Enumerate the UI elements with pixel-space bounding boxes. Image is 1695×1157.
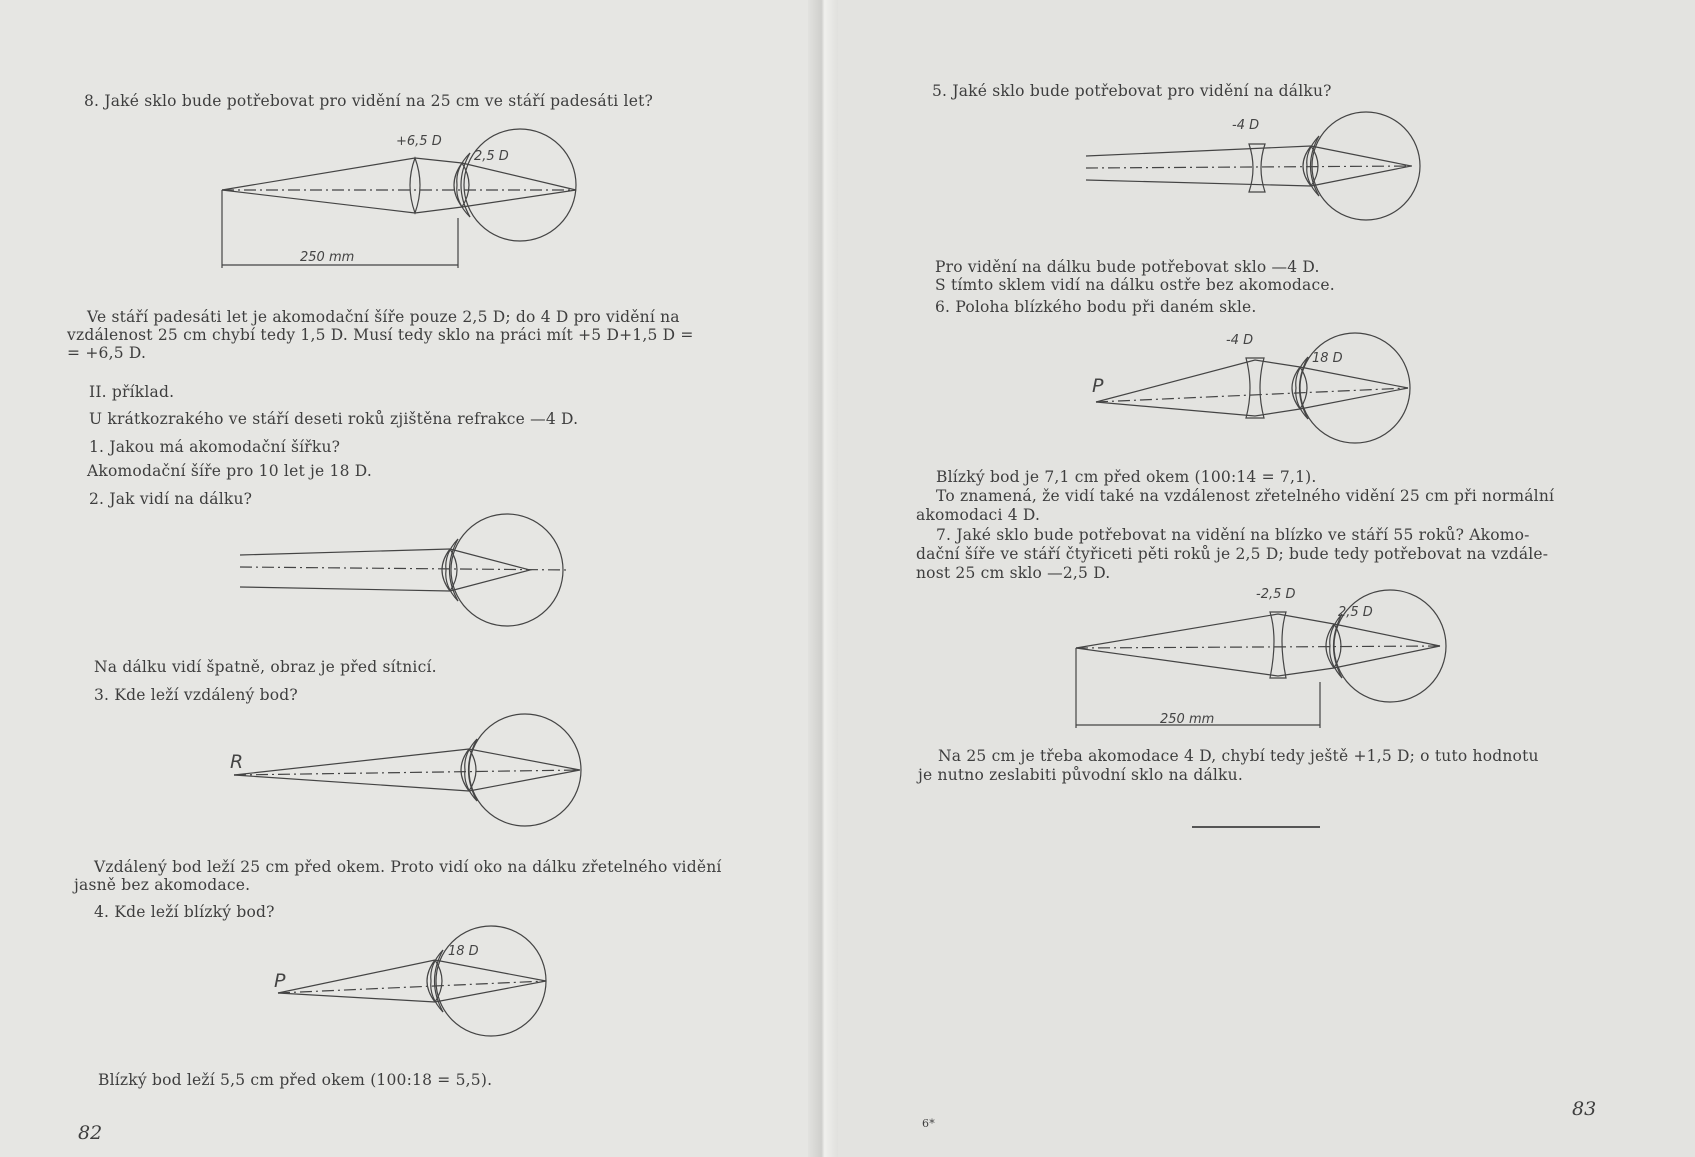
answer-2: Na dálku vidí špatně, obraz je před sítnicí. (94, 658, 437, 676)
page-number-right: 83 (1572, 1098, 1597, 1120)
figure-eye-convex-lens (200, 128, 590, 274)
figure-eye-near-point (260, 925, 580, 1040)
figure-eye-far-point (220, 712, 600, 830)
distance-label: 250 mm (300, 250, 355, 265)
answer-6-line: akomodaci 4 D. (916, 506, 1041, 524)
example-heading: II. příklad. (89, 383, 175, 401)
lens-label: -4 D (1226, 333, 1254, 348)
far-point-label: R (230, 751, 244, 773)
question-7-line: 7. Jaké sklo bude potřebovat na vidění na blízko ve stáří 55 roků? Akomo- (936, 526, 1530, 544)
answer-5-line: Pro vidění na dálku bude potřebovat sklo —4 D. (935, 258, 1320, 276)
signature-mark: 6* (922, 1117, 935, 1130)
near-point-label: P (1092, 375, 1104, 397)
accommodation-label: 18 D (1312, 351, 1343, 366)
paragraph-line: vzdálenost 25 cm chybí tedy 1,5 D. Musí tedy sklo na práci mít +5 D+1,5 D = (67, 326, 694, 344)
lens-label: -4 D (1232, 118, 1260, 133)
book-gutter (808, 0, 838, 1157)
example-text: U krátkozrakého ve stáří deseti roků zjištěna refrakce —4 D. (89, 410, 579, 428)
question-4: 4. Kde leží blízký bod? (94, 903, 275, 921)
question-8: 8. Jaké sklo bude potřebovat pro vidění na 25 cm ve stáří padesáti let? (84, 92, 654, 110)
paragraph-line: = +6,5 D. (67, 344, 147, 362)
answer-6-line: Blízký bod je 7,1 cm před okem (100:14 = 7,1). (936, 468, 1317, 486)
question-2: 2. Jak vidí na dálku? (89, 490, 253, 508)
answer-5-line: S tímto sklem vidí na dálku ostře bez akomodace. (935, 276, 1335, 294)
near-point-label: P (274, 970, 286, 992)
figure-eye-concave-250mm (1070, 586, 1450, 732)
answer-7-line: je nutno zeslabiti původní sklo na dálku. (918, 766, 1243, 784)
accommodation-label: 18 D (448, 944, 479, 959)
question-1: 1. Jakou má akomodační šířku? (89, 438, 341, 456)
paragraph-line: Ve stáří padesáti let je akomodační šíře pouze 2,5 D; do 4 D pro vidění na (87, 308, 680, 326)
answer-1: Akomodační šíře pro 10 let je 18 D. (87, 462, 372, 480)
lens-label: -2,5 D (1256, 587, 1296, 602)
distance-label: 250 mm (1160, 712, 1215, 727)
question-6: 6. Poloha blízkého bodu při daném skle. (935, 298, 1257, 316)
answer-4: Blízký bod leží 5,5 cm před okem (100:18 = 5,5). (98, 1071, 493, 1089)
question-7-line: nost 25 cm sklo —2,5 D. (916, 564, 1111, 582)
end-rule (1192, 826, 1320, 828)
question-5: 5. Jaké sklo bude potřebovat pro vidění na dálku? (932, 82, 1332, 100)
answer-6-line: To znamená, že vidí také na vzdálenost zřetelného vidění 25 cm při normální (936, 487, 1555, 505)
answer-3-line: Vzdálený bod leží 25 cm před okem. Proto vidí oko na dálku zřetelného vidění (94, 858, 722, 876)
answer-7-line: Na 25 cm je třeba akomodace 4 D, chybí tedy ještě +1,5 D; o tuto hodnotu (938, 747, 1539, 765)
page-number-left: 82 (78, 1122, 103, 1144)
accommodation-label: 2,5 D (474, 149, 509, 164)
lens-label: +6,5 D (396, 134, 442, 149)
accommodation-label: 2,5 D (1338, 605, 1373, 620)
question-3: 3. Kde leží vzdálený bod? (94, 686, 298, 704)
figure-eye-concave-near-point (1090, 330, 1420, 445)
figure-eye-concave-lens (1086, 112, 1426, 222)
figure-eye-far-vision (240, 512, 580, 632)
question-7-line: dační šíře ve stáří čtyřiceti pěti roků je 2,5 D; bude tedy potřebovat na vzdále- (916, 545, 1549, 563)
answer-3-line: jasně bez akomodace. (74, 876, 251, 894)
